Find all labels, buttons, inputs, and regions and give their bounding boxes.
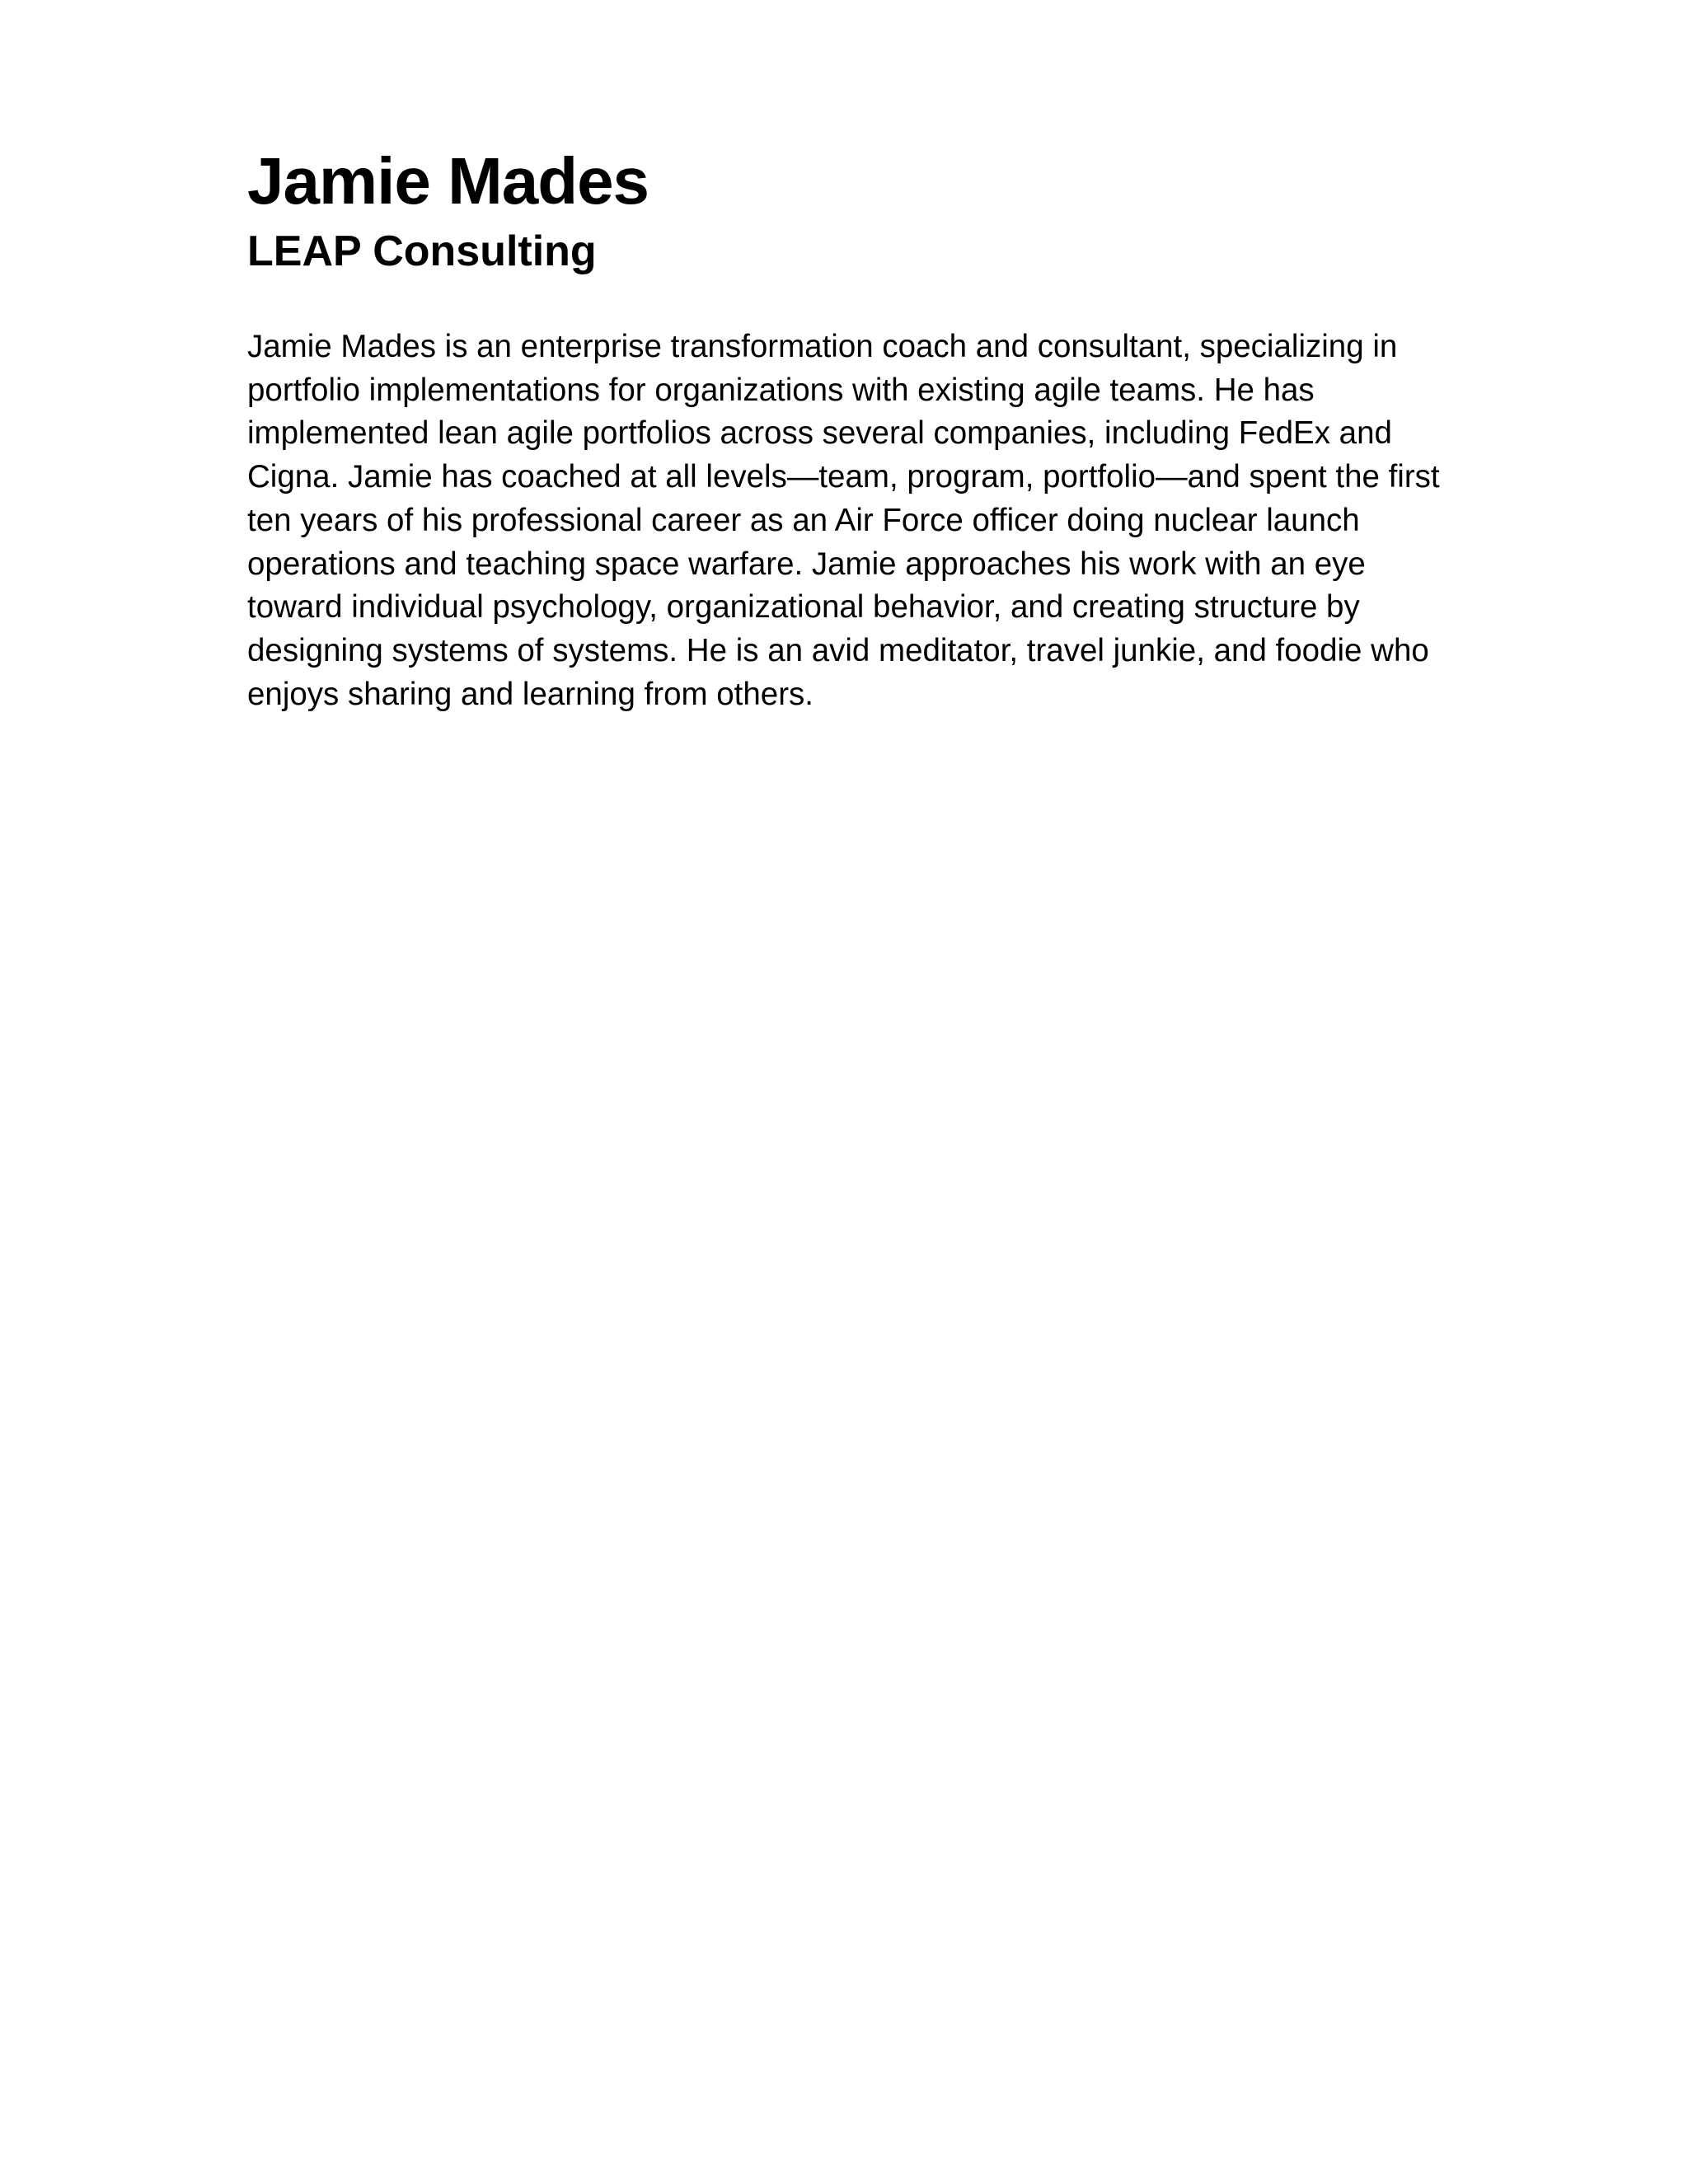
person-name: Jamie Mades	[247, 144, 649, 218]
company-name: LEAP Consulting	[247, 227, 597, 275]
bio-paragraph: Jamie Mades is an enterprise transformation coach and consultant, specializing in portfolio implementations for organizations with existing agile teams. He has implemented lean agile portfolios across several companies, including FedEx and Cigna. Jamie has coached at all levels—team, program, portfolio—and spent the first ten years of his professional career as an Air Force officer doing nuclear launch operations and teaching space warfare. Jamie approaches his work with an eye toward individual psychology, organizational behavior, and creating structure by designing systems of systems. He is an avid meditator, travel junkie, and foodie who enjoys sharing and learning from others.	[247, 329, 1440, 712]
profile-section	[247, 140, 1467, 716]
